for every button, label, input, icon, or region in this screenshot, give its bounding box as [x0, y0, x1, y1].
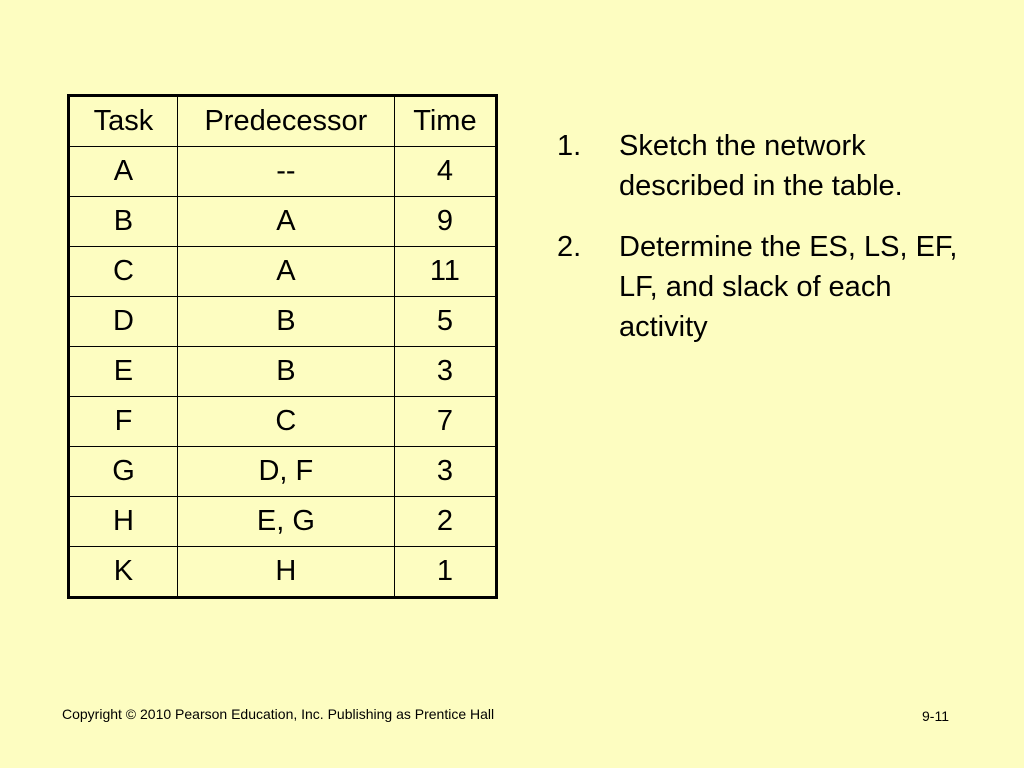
table-row: [69, 247, 497, 297]
column-header-task: Task: [69, 96, 178, 147]
page-number: 9-11: [922, 708, 949, 724]
task-cell: G: [69, 447, 178, 497]
table-row: [69, 397, 497, 447]
task-cell: D: [69, 297, 178, 347]
time-cell: 7: [394, 397, 496, 447]
time-cell: 5: [394, 297, 496, 347]
table-row: [69, 297, 497, 347]
instruction-text: Sketch the network described in the table.: [619, 130, 903, 202]
predecessor-cell: E, G: [177, 497, 394, 547]
time-cell: 4: [394, 147, 496, 197]
predecessor-cell: D, F: [177, 447, 394, 497]
predecessor-cell: A: [177, 247, 394, 297]
task-table: [67, 94, 498, 599]
time-cell: 2: [394, 497, 496, 547]
predecessor-cell: A: [177, 197, 394, 247]
table-row: [69, 347, 497, 397]
predecessor-cell: --: [177, 147, 394, 197]
instruction-text: Determine the ES, LS, EF, LF, and slack of each activity: [619, 231, 958, 343]
table-body: [69, 147, 497, 598]
instruction-item: [557, 227, 977, 347]
task-cell: H: [69, 497, 178, 547]
task-cell: E: [69, 347, 178, 397]
time-cell: 1: [394, 547, 496, 598]
table-row: [69, 447, 497, 497]
table-header: [69, 96, 497, 147]
task-cell: B: [69, 197, 178, 247]
column-header-time: Time: [394, 96, 496, 147]
instruction-item: [557, 126, 977, 206]
column-header-predecessor: Predecessor: [177, 96, 394, 147]
task-cell: C: [69, 247, 178, 297]
table-row: [69, 547, 497, 598]
time-cell: 3: [394, 347, 496, 397]
task-cell: F: [69, 397, 178, 447]
time-cell: 3: [394, 447, 496, 497]
table-row: [69, 147, 497, 197]
instruction-number: 2.: [557, 231, 582, 263]
instruction-number: 1.: [557, 130, 582, 162]
table-row: [69, 497, 497, 547]
predecessor-cell: B: [177, 347, 394, 397]
time-cell: 9: [394, 197, 496, 247]
table-row: [69, 197, 497, 247]
table-header-row: [69, 96, 497, 147]
predecessor-cell: B: [177, 297, 394, 347]
time-cell: 11: [394, 247, 496, 297]
predecessor-cell: H: [177, 547, 394, 598]
footer-copyright: Copyright © 2010 Pearson Education, Inc. Publishing as Prentice Hall: [62, 706, 495, 722]
task-cell: K: [69, 547, 178, 598]
instructions-list: [557, 126, 977, 368]
predecessor-cell: C: [177, 397, 394, 447]
task-cell: A: [69, 147, 178, 197]
